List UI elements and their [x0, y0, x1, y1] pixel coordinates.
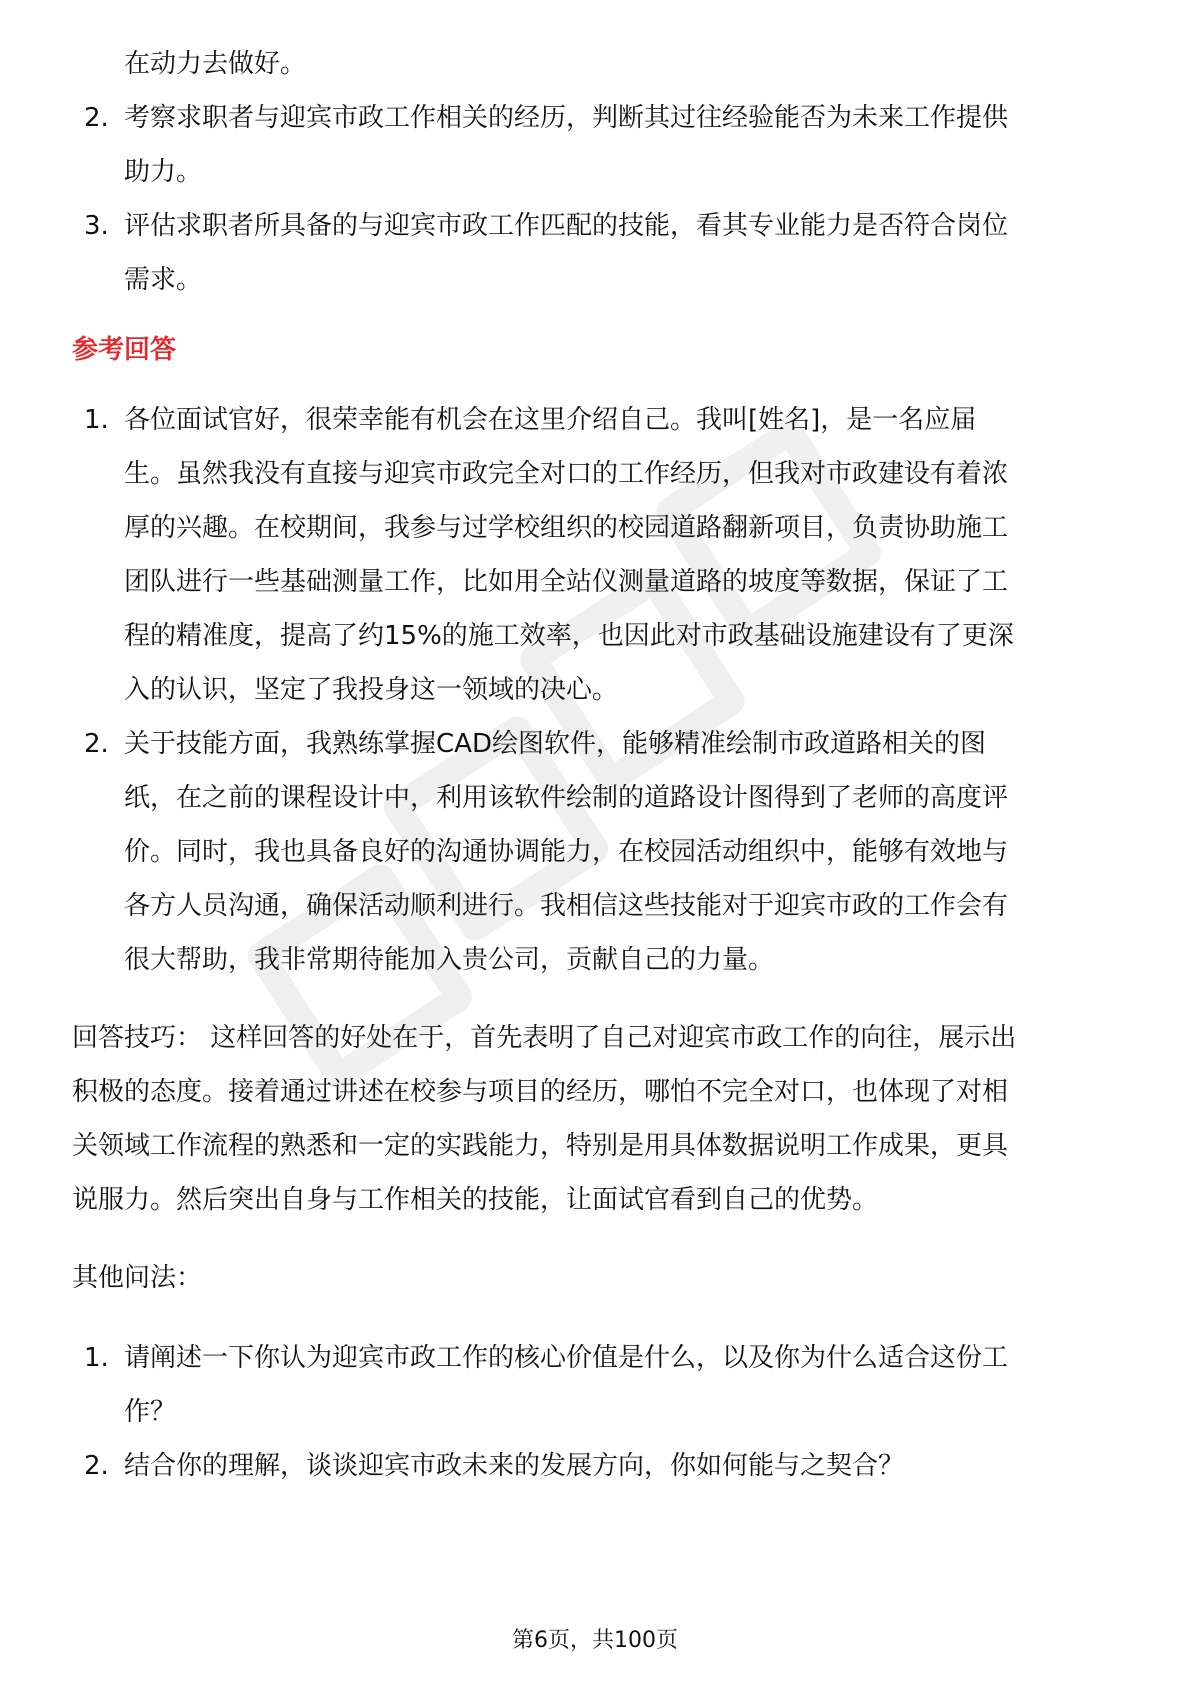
question-line: 作？	[124, 1397, 177, 1427]
list-number: 3.	[84, 211, 109, 241]
list-item-line: 助力。	[124, 157, 203, 187]
answer-line: 厚的兴趣。在校期间，我参与过学校组织的校园道路翻新项目，负责协助施工	[124, 513, 1009, 543]
other-questions-heading: 其他问法：	[72, 1263, 203, 1293]
answer-line: 程的精准度，提高了约15%的施工效率，也因此对市政基础设施建设有了更深	[124, 621, 1014, 651]
list-number: 2.	[84, 729, 109, 759]
answer-line: 价。同时，我也具备良好的沟通协调能力，在校园活动组织中，能够有效地与	[124, 837, 1009, 867]
answer-line: 各方人员沟通，确保活动顺利进行。我相信这些技能对于迎宾市政的工作会有	[124, 891, 1009, 921]
intro-tail-text: 在动力去做好。	[124, 49, 307, 79]
tips-line: 关领域工作流程的熟悉和一定的实践能力，特别是用具体数据说明工作成果，更具	[72, 1131, 1009, 1161]
tips-line: 说服力。然后突出自身与工作相关的技能，让面试官看到自己的优势。	[72, 1185, 879, 1215]
list-item-line: 考察求职者与迎宾市政工作相关的经历，判断其过往经验能否为未来工作提供	[124, 103, 1009, 133]
list-number: 1.	[84, 405, 109, 435]
answer-line: 很大帮助，我非常期待能加入贵公司，贡献自己的力量。	[124, 945, 775, 975]
answer-line: 团队进行一些基础测量工作，比如用全站仪测量道路的坡度等数据，保证了工	[124, 567, 1009, 597]
answer-line: 各位面试官好，很荣幸能有机会在这里介绍自己。我叫[姓名]，是一名应届	[124, 405, 977, 435]
page-number-footer: 第6页，共100页	[512, 1628, 678, 1653]
answer-line: 关于技能方面，我熟练掌握CAD绘图软件，能够精准绘制市政道路相关的图	[124, 729, 986, 759]
question-line: 结合你的理解，谈谈迎宾市政未来的发展方向，你如何能与之契合？	[124, 1451, 905, 1481]
tips-line: 回答技巧： 这样回答的好处在于，首先表明了自己对迎宾市政工作的向往，展示出	[72, 1023, 1017, 1053]
reference-answer-heading: 参考回答	[72, 335, 177, 365]
list-number: 2.	[84, 103, 109, 133]
answer-line: 生。虽然我没有直接与迎宾市政完全对口的工作经历，但我对市政建设有着浓	[124, 459, 1009, 489]
answer-line: 入的认识，坚定了我投身这一领域的决心。	[124, 675, 619, 705]
list-number: 2.	[84, 1451, 109, 1481]
list-item-line: 评估求职者所具备的与迎宾市政工作匹配的技能，看其专业能力是否符合岗位	[124, 211, 1009, 241]
list-item-line: 需求。	[124, 265, 203, 295]
question-line: 请阐述一下你认为迎宾市政工作的核心价值是什么，以及你为什么适合这份工	[124, 1343, 1009, 1373]
tips-line: 积极的态度。接着通过讲述在校参与项目的经历，哪怕不完全对口，也体现了对相	[72, 1077, 1009, 1107]
list-number: 1.	[84, 1343, 109, 1373]
answer-line: 纸，在之前的课程设计中，利用该软件绘制的道路设计图得到了老师的高度评	[124, 783, 1009, 813]
